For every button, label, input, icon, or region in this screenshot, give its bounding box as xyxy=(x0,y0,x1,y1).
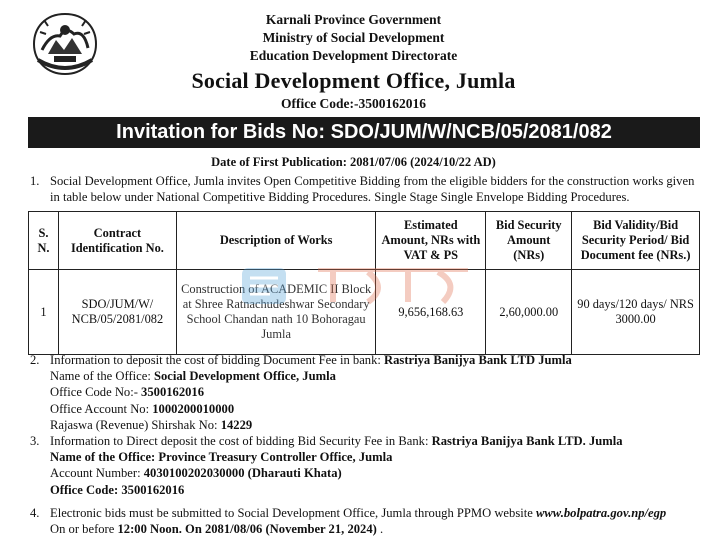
cell-contract: SDO/JUM/W/ NCB/05/2081/082 xyxy=(58,270,176,355)
submission-deadline: 12:00 Noon. On 2081/08/06 (November 21, 2024) xyxy=(117,522,377,537)
section-2-code-value: 3500162016 xyxy=(141,385,205,400)
section-2-office-label: Name of the Office: xyxy=(50,369,154,384)
cell-validity: 90 days/120 days/ NRS 3000.00 xyxy=(572,270,700,355)
section-2-office-value: Social Development Office, Jumla xyxy=(153,369,336,384)
section-3-bank: Rastriya Banijya Bank LTD. Jumla xyxy=(431,434,623,448)
header-ministry: Ministry of Social Development xyxy=(262,30,445,45)
cell-sn: 1 xyxy=(29,270,59,355)
section-4-deadline-label: On or before xyxy=(50,522,118,537)
section-4-text: Electronic bids must be submitted to Social Development Office, Jumla through PPMO website xyxy=(50,506,536,520)
bid-table xyxy=(28,211,700,355)
ppmo-website-link[interactable]: www.bolpatra.gov.np/egp xyxy=(535,506,667,520)
section-2-bank: Rastriya Banijya Bank LTD Jumla xyxy=(384,353,572,367)
header-description: Description of Works xyxy=(176,212,376,270)
section-2-rajaswa-label: Rajaswa (Revenue) Shirshak No: xyxy=(50,417,221,432)
header-directorate: Education Development Directorate xyxy=(249,48,458,63)
section-3-intro: Information to Direct deposit the cost of bidding Bid Security Fee in Bank: xyxy=(50,434,432,448)
header-office-title: Social Development Office, Jumla xyxy=(191,68,516,93)
cell-security: 2,60,000.00 xyxy=(486,270,572,355)
header-validity: Bid Validity/Bid Security Period/ Bid Document fee (NRs.) xyxy=(572,212,700,270)
section-3-code-value: 3500162016 xyxy=(121,482,185,497)
section-4 xyxy=(30,505,702,537)
paragraph-number: 1. xyxy=(30,174,40,188)
header-security: Bid Security Amount (NRs) xyxy=(486,212,572,270)
section-number: 2. xyxy=(30,353,40,367)
header-amount: Estimated Amount, NRs with VAT & PS xyxy=(376,212,486,270)
paragraph-1 xyxy=(30,173,702,205)
header-government: Karnali Province Government xyxy=(265,12,442,27)
table-header-row xyxy=(29,212,700,270)
section-2-intro: Information to deposit the cost of bidding Document Fee in bank: xyxy=(50,353,385,367)
section-3-office-label: Name of the Office: xyxy=(50,450,159,465)
cell-amount: 9,656,168.63 xyxy=(376,270,486,355)
header-contract: Contract Identification No. xyxy=(58,212,176,270)
section-2-account-label: Office Account No: xyxy=(50,401,153,416)
section-2 xyxy=(30,352,702,433)
table-row xyxy=(29,270,700,355)
publication-date: Date of First Publication: 2081/07/06 (2024/10/22 AD) xyxy=(211,155,496,169)
paragraph-text: Social Development Office, Jumla invites Open Competitive Bidding from the eligible bidders for the construction works given in table below under National Competitive Bidding Procedures. Single Stage Single Envelope Bidding Procedures. xyxy=(50,174,695,204)
section-3-code-label: Office Code: xyxy=(50,482,122,497)
section-3-account-value: 4030100202030000 (Dharauti Khata) xyxy=(143,466,342,481)
section-number: 3. xyxy=(30,434,40,448)
bid-invitation-banner: Invitation for Bids No: SDO/JUM/W/NCB/05/2081/082 xyxy=(28,117,700,148)
section-3-office-value: Province Treasury Controller Office, Jumla xyxy=(158,450,393,465)
header-sn: S. N. xyxy=(29,212,59,270)
header-office-code: Office Code:-3500162016 xyxy=(280,96,427,111)
section-2-rajaswa-value: 14229 xyxy=(220,417,253,432)
section-3-account-label: Account Number: xyxy=(50,466,144,481)
section-number: 4. xyxy=(30,506,40,520)
section-2-account-value: 1000200010000 xyxy=(152,401,235,416)
section-2-code-label: Office Code No:- xyxy=(50,385,142,400)
section-3 xyxy=(30,433,702,498)
section-4-end: . xyxy=(376,522,384,537)
cell-description: Construction of ACADEMIC II Block at Shree Ratnachudeshwar Secondary School Chandan nath 10 Bohoragau Jumla xyxy=(176,270,376,355)
